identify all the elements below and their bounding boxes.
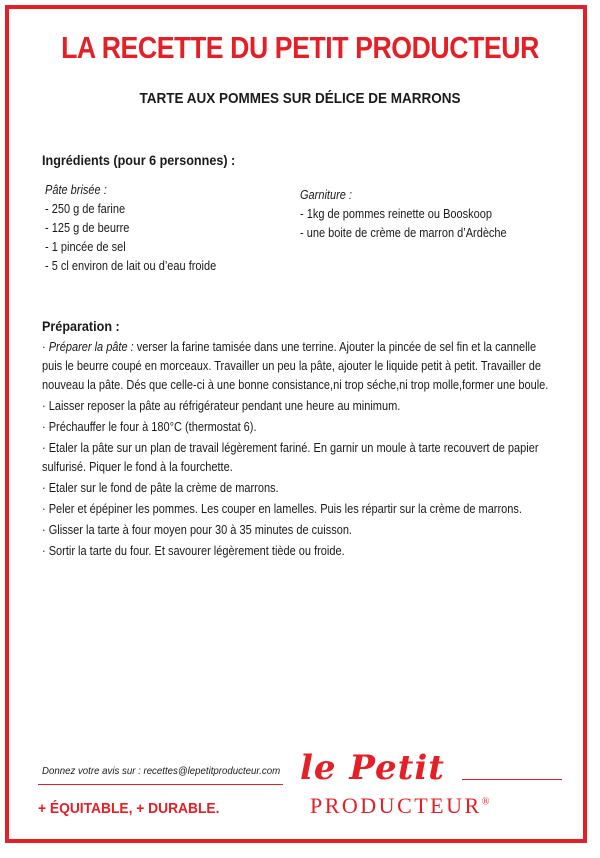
garniture-column	[300, 186, 507, 243]
tagline: + ÉQUITABLE, + DURABLE.	[38, 800, 220, 817]
logo-wordmark: PRODUCTEUR	[310, 793, 482, 818]
list-item: · Etaler la pâte sur un plan de travail légèrement fariné. En garnir un moule à tarte recouvert de papier sulfurisé. Piquer le fond à la fourchette.	[42, 441, 539, 474]
feedback-line: Donnez votre avis sur : recettes@lepetitproducteur.com	[42, 765, 281, 777]
registered-mark: ®	[481, 796, 490, 808]
preparation-steps	[42, 338, 551, 563]
list-item: · Sortir la tarte du four. Et savourer légèrement tiède ou froide.	[42, 544, 345, 558]
page-title: LA RECETTE DU PETIT PRODUCTEUR	[61, 30, 539, 65]
footer-divider-left	[38, 784, 283, 785]
logo	[310, 793, 489, 819]
footer-divider-right	[462, 779, 562, 780]
list-item: · Laisser reposer la pâte au réfrigérateur pendant une heure au minimum.	[42, 399, 401, 413]
list-item: · Etaler sur le fond de pâte la crème de marrons.	[42, 481, 279, 495]
list-item: · Peler et épépiner les pommes. Les couper en lamelles. Puis les répartir sur la crème de marrons.	[42, 502, 522, 516]
list-item: - 125 g de beurre	[45, 221, 130, 235]
pate-title: Pâte brisée :	[45, 183, 107, 197]
list-item: · Glisser la tarte à four moyen pour 30 à 35 minutes de cuisson.	[42, 523, 352, 537]
bullet: ·	[42, 340, 49, 354]
list-item: - 250 g de farine	[45, 202, 126, 216]
preparation-heading: Préparation :	[42, 318, 120, 334]
list-item: - 5 cl environ de lait ou d’eau froide	[45, 259, 217, 273]
list-item: - une boite de crème de marron d’Ardèche	[300, 226, 507, 240]
ingredients-heading: Ingrédients (pour 6 personnes) :	[42, 152, 236, 168]
step-label: Préparer la pâte :	[48, 340, 134, 354]
recipe-subtitle: TARTE AUX POMMES SUR DÉLICE DE MARRONS	[139, 90, 461, 107]
list-item: · Préchauffer le four à 180°C (thermostat 6).	[42, 420, 257, 434]
pate-column	[45, 181, 216, 276]
logo-script: le Petit	[300, 748, 445, 788]
step-text: verser la farine tamisée dans une terrine. Ajouter la pincée de sel fin et la cannelle puis le beurre coupé en morceaux. Travailler un peu la pâte, ajouter le liquide petit à petit. Travailler de nouveau la pâte. Dés que celle-ci à une bonne consistance,ni trop séche,ni trop molle,former une boule.	[42, 340, 549, 392]
list-item	[42, 338, 551, 395]
garniture-title: Garniture :	[300, 188, 352, 202]
list-item: - 1 pincée de sel	[45, 240, 126, 254]
list-item: - 1kg de pommes reinette ou Booskoop	[300, 207, 493, 221]
